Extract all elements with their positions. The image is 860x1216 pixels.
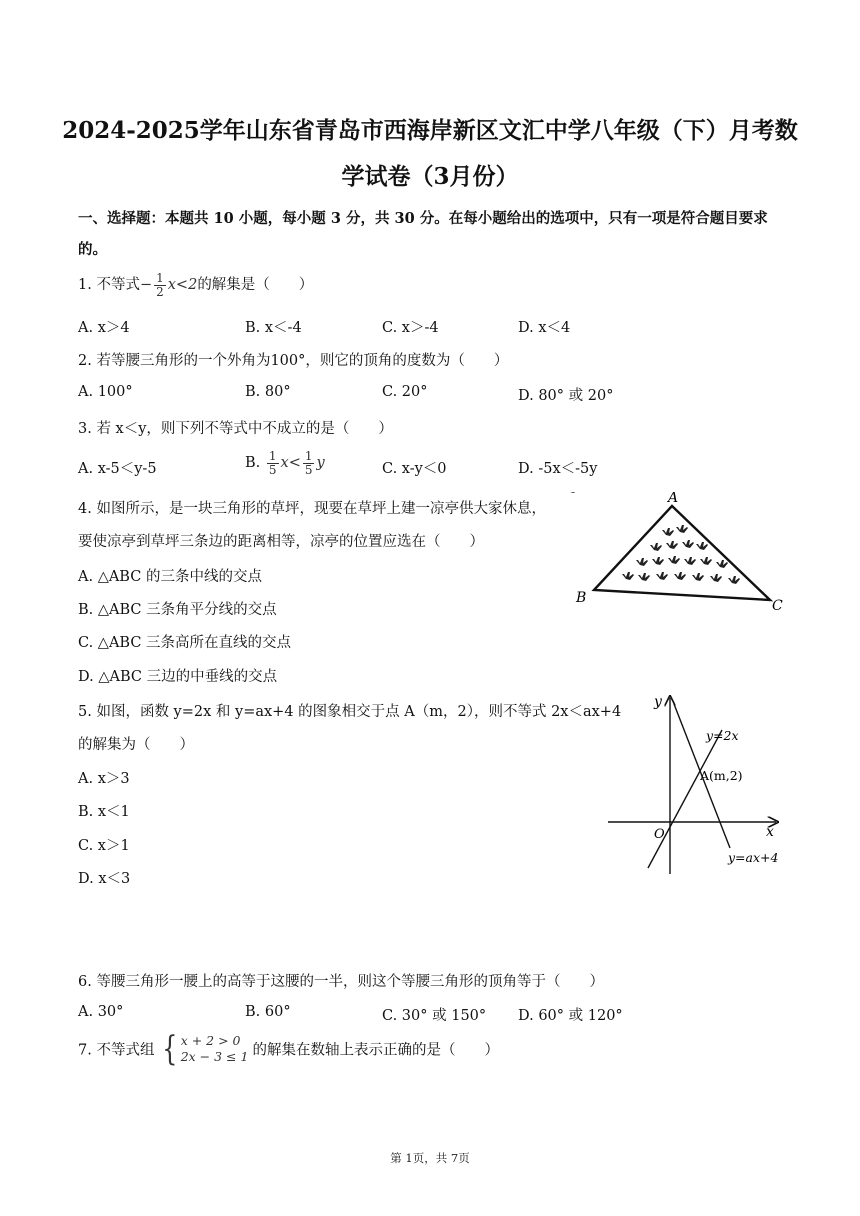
q5-option-c[interactable]: C. x＞1	[78, 838, 130, 854]
q6-option-c[interactable]: C. 30° 或 150°	[382, 1008, 487, 1024]
question-6: 6. 等腰三角形一腰上的高等于这腰的一半，则这个等腰三角形的顶角等于（ ）	[78, 974, 604, 990]
function-graph-figure	[608, 688, 788, 878]
q1-expr: x<2	[167, 277, 198, 294]
lawn-triangle-figure	[570, 492, 790, 618]
q1-prefix: 1. 不等式	[78, 277, 140, 294]
question-1	[78, 272, 313, 298]
question-5-line2: 的解集为（ ）	[78, 737, 194, 753]
point-a-label: A(m,2)	[700, 768, 743, 783]
question-2: 2. 若等腰三角形的一个外角为100°，则它的顶角的度数为（ ）	[78, 353, 509, 369]
q3-option-b-label: B.	[245, 455, 261, 472]
q3-b-frac1-den: 5	[268, 462, 277, 477]
line2-label: y=ax+4	[728, 850, 779, 865]
vertex-label-c: C	[772, 598, 783, 614]
q7-prefix: 7. 不等式组	[78, 1042, 155, 1059]
page-footer: 第 1页，共 7页	[390, 1151, 470, 1165]
q4-option-b[interactable]: B. △ABC 三条角平分线的交点	[78, 602, 277, 618]
q1-neg: −	[139, 277, 153, 294]
vertex-label-a: A	[668, 492, 679, 506]
q2-option-d[interactable]: D. 80° 或 20°	[518, 388, 614, 404]
q3-b-frac1	[267, 450, 279, 476]
origin-label: O	[654, 827, 665, 842]
q3-b-frac1-num: 1	[268, 449, 277, 463]
q1-fraction	[154, 272, 166, 298]
question-4-line1: 4. 如图所示，是一块三角形的草坪，现要在草坪上建一凉亭供大家休息，	[78, 501, 546, 517]
y-axis-label: y	[654, 694, 662, 710]
q3-option-a[interactable]: A. x-5＜y-5	[78, 461, 157, 477]
question-3: 3. 若 x＜y，则下列不等式中不成立的是（ ）	[78, 421, 393, 437]
q1-option-a[interactable]: A. x＞4	[78, 320, 130, 336]
q3-b-frac2-den: 5	[304, 462, 313, 477]
q3-option-c[interactable]: C. x-y＜0	[382, 461, 447, 477]
section-header-cont: 的。	[78, 241, 107, 258]
q7-suffix: 的解集在数轴上表示正确的是（ ）	[252, 1042, 499, 1059]
q1-frac-num: 1	[156, 271, 164, 285]
q3-option-b[interactable]	[245, 450, 325, 476]
q5-option-a[interactable]: A. x＞3	[78, 771, 130, 787]
section-header: 一、选择题：本题共 10 小题，每小题 3 分，共 30 分。在每小题给出的选项中，只有一项是符合题目要求	[78, 210, 768, 227]
line1-label: y=2x	[706, 728, 739, 743]
q1-frac-den: 2	[156, 284, 164, 299]
q2-option-a[interactable]: A. 100°	[78, 384, 133, 400]
q4-option-c[interactable]: C. △ABC 三条高所在直线的交点	[78, 635, 292, 651]
q6-option-a[interactable]: A. 30°	[78, 1004, 124, 1020]
q2-option-b[interactable]: B. 80°	[245, 384, 291, 400]
question-5-line1: 5. 如图，函数 y=2x 和 y=ax+4 的图象相交于点 A（m，2），则不等式 2x＜ax+4	[78, 704, 622, 720]
q7-ineq2: 2x − 3 ≤ 1	[180, 1049, 249, 1064]
q1-suffix: 的解集是（ ）	[197, 277, 314, 294]
q7-brace: {	[162, 1029, 178, 1069]
q1-option-c[interactable]: C. x＞-4	[382, 320, 439, 336]
q3-b-frac2	[303, 450, 315, 476]
question-4-line2: 要使凉亭到草坪三条边的距离相等，凉亭的位置应选在（ ）	[78, 534, 484, 550]
q3-b-frac2-num: 1	[304, 449, 313, 463]
q2-option-c[interactable]: C. 20°	[382, 384, 428, 400]
triangle-shape	[594, 506, 770, 600]
q3-option-d[interactable]: D. -5x＜-5y	[518, 461, 598, 477]
q7-system	[181, 1033, 249, 1064]
paper-title-line2: 学试卷（3月份）	[341, 163, 519, 190]
q7-ineq1: x + 2 > 0	[180, 1033, 241, 1049]
x-axis-label: x	[766, 824, 774, 840]
q3-b-end: y	[316, 455, 325, 472]
q5-option-d[interactable]: D. x＜3	[78, 871, 131, 887]
q6-option-d[interactable]: D. 60° 或 120°	[518, 1008, 623, 1024]
question-7	[78, 1029, 499, 1069]
q1-option-b[interactable]: B. x＜-4	[245, 320, 302, 336]
vertex-label-b: B	[576, 590, 587, 606]
q4-option-a[interactable]: A. △ABC 的三条中线的交点	[78, 569, 262, 585]
q5-option-b[interactable]: B. x＜1	[78, 804, 130, 820]
q3-b-mid: x<	[280, 455, 301, 472]
q4-option-d[interactable]: D. △ABC 三边的中垂线的交点	[78, 669, 278, 685]
paper-title-line1: 2024-2025学年山东省青岛市西海岸新区文汇中学八年级（下）月考数	[62, 117, 798, 144]
q1-option-d[interactable]: D. x＜4	[518, 320, 571, 336]
q6-option-b[interactable]: B. 60°	[245, 1004, 291, 1020]
